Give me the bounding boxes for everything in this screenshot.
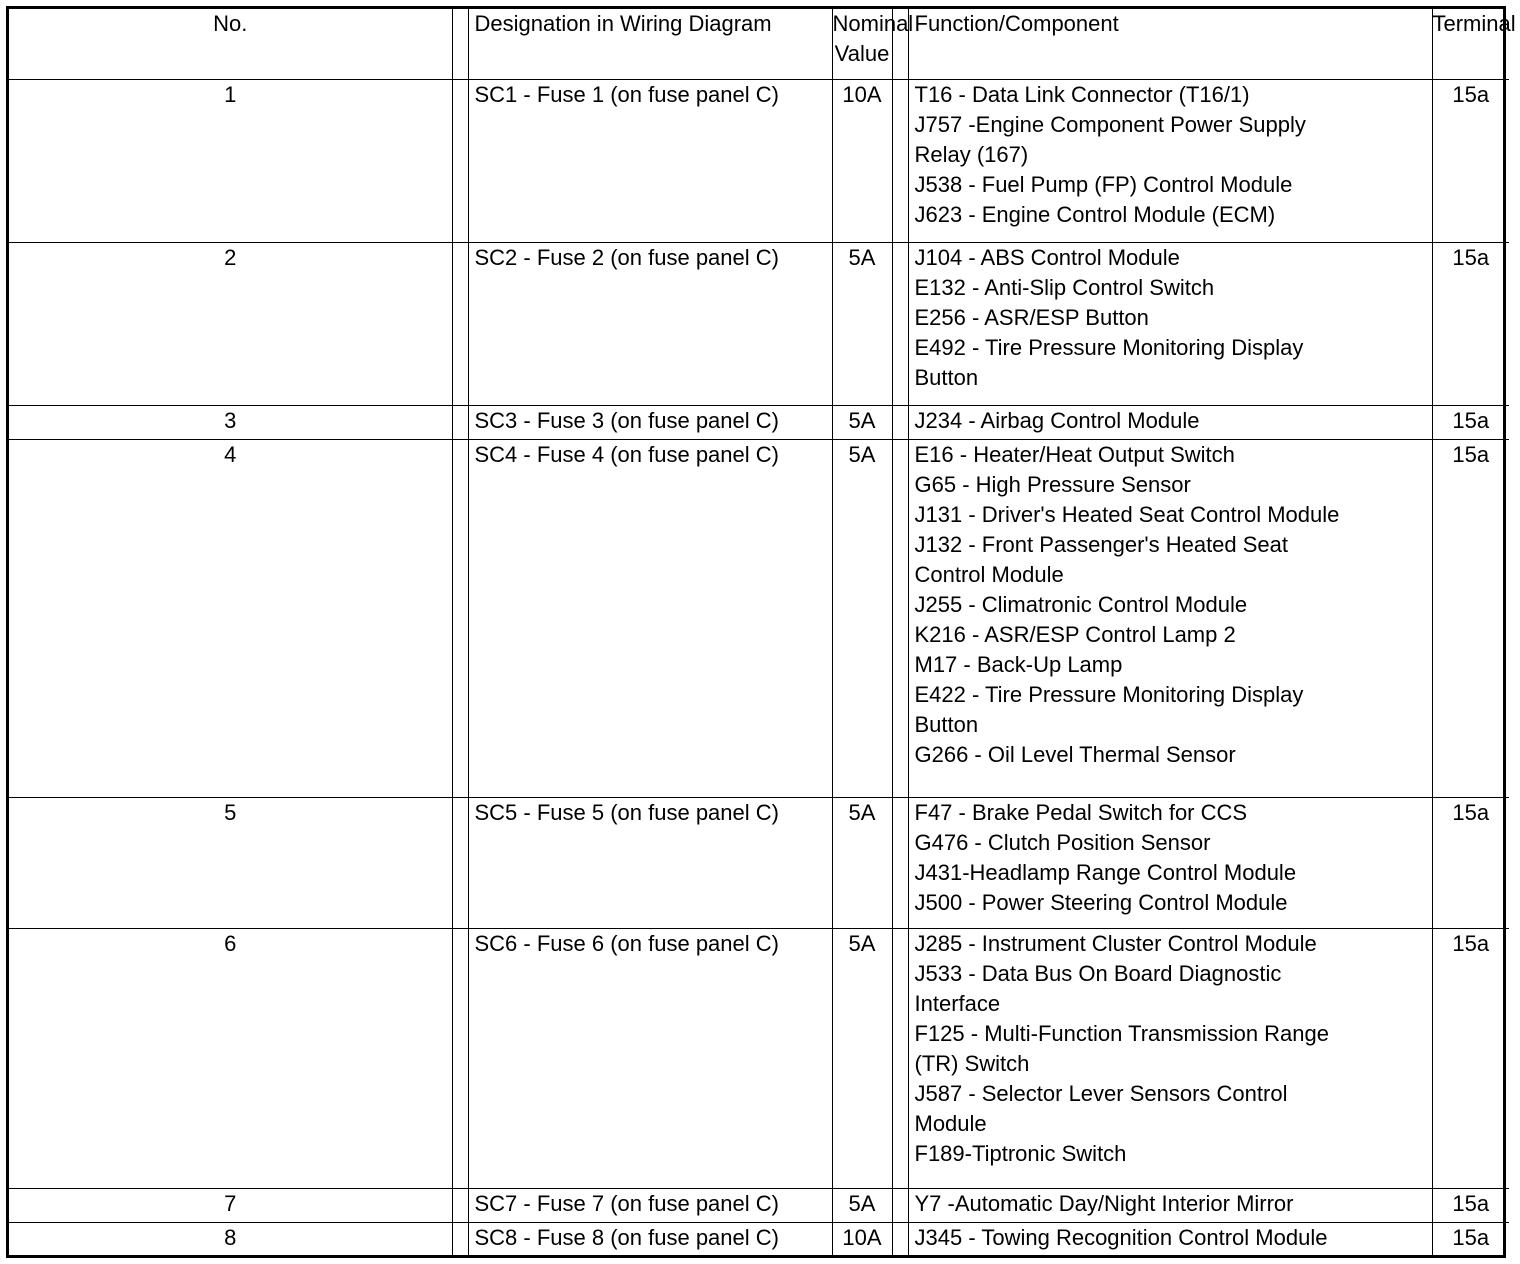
function-line: M17 - Back-Up Lamp bbox=[914, 651, 1123, 677]
fuse-number: 4 bbox=[9, 439, 452, 797]
table-row bbox=[9, 1189, 1509, 1223]
row-spacer bbox=[892, 1189, 908, 1223]
function-line: Y7 -Automatic Day/Night Interior Mirror bbox=[914, 1191, 1294, 1216]
table-row bbox=[9, 243, 1509, 406]
row-spacer bbox=[892, 439, 908, 797]
nominal-value: 10A bbox=[832, 1222, 892, 1255]
function-line: J132 - Front Passenger's Heated Seat bbox=[914, 531, 1289, 557]
nominal-value: 5A bbox=[832, 928, 892, 1189]
row-spacer bbox=[452, 80, 468, 243]
fuse-table bbox=[9, 9, 1516, 1255]
function-component bbox=[908, 1189, 1432, 1223]
function-component bbox=[908, 439, 1432, 797]
function-line: F47 - Brake Pedal Switch for CCS bbox=[914, 799, 1248, 825]
function-line: E256 - ASR/ESP Button bbox=[914, 305, 1149, 331]
table-row bbox=[9, 797, 1509, 928]
function-line: J431-Headlamp Range Control Module bbox=[914, 859, 1297, 885]
function-component bbox=[908, 80, 1432, 243]
row-spacer bbox=[892, 797, 908, 928]
row-spacer bbox=[452, 797, 468, 928]
fuse-number: 6 bbox=[9, 928, 452, 1189]
function-line: E132 - Anti-Slip Control Switch bbox=[914, 275, 1215, 301]
function-line: (TR) Switch bbox=[914, 1050, 1030, 1076]
function-line: E16 - Heater/Heat Output Switch bbox=[914, 441, 1235, 467]
fuse-designation: SC4 - Fuse 4 (on fuse panel C) bbox=[468, 439, 832, 797]
function-line: J757 -Engine Component Power Supply bbox=[914, 112, 1306, 137]
function-line: Module bbox=[914, 1110, 987, 1136]
function-line: G65 - High Pressure Sensor bbox=[914, 471, 1191, 497]
row-spacer bbox=[892, 80, 908, 243]
function-line: J623 - Engine Control Module (ECM) bbox=[914, 202, 1276, 227]
function-line: E422 - Tire Pressure Monitoring Display bbox=[914, 681, 1304, 707]
function-component bbox=[908, 243, 1432, 406]
function-line: F125 - Multi-Function Transmission Range bbox=[914, 1020, 1329, 1046]
fuse-designation: SC3 - Fuse 3 (on fuse panel C) bbox=[468, 406, 832, 440]
row-spacer bbox=[452, 1222, 468, 1255]
function-line: Interface bbox=[914, 990, 1001, 1016]
terminal: 15a bbox=[1432, 1222, 1509, 1255]
nominal-value: 5A bbox=[832, 243, 892, 406]
function-line: K216 - ASR/ESP Control Lamp 2 bbox=[914, 621, 1236, 647]
table-row bbox=[9, 1222, 1509, 1255]
function-line: J234 - Airbag Control Module bbox=[914, 408, 1200, 434]
function-line: G266 - Oil Level Thermal Sensor bbox=[914, 741, 1236, 767]
nominal-value: 5A bbox=[832, 406, 892, 440]
row-spacer bbox=[452, 243, 468, 406]
function-line: J587 - Selector Lever Sensors Control bbox=[914, 1080, 1288, 1106]
function-line: Button bbox=[914, 365, 979, 391]
row-spacer bbox=[892, 406, 908, 440]
terminal: 15a bbox=[1432, 797, 1509, 928]
fuse-number: 2 bbox=[9, 243, 452, 406]
function-line: J131 - Driver's Heated Seat Control Module bbox=[914, 501, 1340, 527]
nominal-value: 5A bbox=[832, 439, 892, 797]
terminal: 15a bbox=[1432, 243, 1509, 406]
function-line: Control Module bbox=[914, 561, 1064, 587]
header-terminal: Terminal bbox=[1432, 9, 1509, 80]
table-row bbox=[9, 406, 1509, 440]
table-row bbox=[9, 439, 1509, 797]
header-spacer bbox=[452, 9, 468, 80]
terminal: 15a bbox=[1432, 80, 1509, 243]
terminal: 15a bbox=[1432, 439, 1509, 797]
row-spacer bbox=[452, 406, 468, 440]
terminal: 15a bbox=[1432, 1189, 1509, 1223]
function-line: J255 - Climatronic Control Module bbox=[914, 591, 1248, 617]
fuse-number: 1 bbox=[9, 80, 452, 243]
function-line: J500 - Power Steering Control Module bbox=[914, 889, 1288, 915]
table-header-row bbox=[9, 9, 1509, 80]
function-line: J345 - Towing Recognition Control Module bbox=[914, 1224, 1328, 1250]
fuse-table-sheet bbox=[6, 6, 1516, 1258]
table-row bbox=[9, 928, 1509, 1189]
function-line: Button bbox=[914, 711, 979, 737]
function-line: J285 - Instrument Cluster Control Module bbox=[914, 930, 1317, 956]
header-function: Function/Component bbox=[908, 9, 1432, 80]
fuse-designation: SC7 - Fuse 7 (on fuse panel C) bbox=[468, 1189, 832, 1223]
function-line: F189-Tiptronic Switch bbox=[914, 1140, 1127, 1166]
row-spacer bbox=[892, 243, 908, 406]
function-line: E492 - Tire Pressure Monitoring Display bbox=[914, 335, 1304, 361]
nominal-value: 5A bbox=[832, 797, 892, 928]
fuse-designation: SC5 - Fuse 5 (on fuse panel C) bbox=[468, 797, 832, 928]
function-component bbox=[908, 406, 1432, 440]
fuse-number: 7 bbox=[9, 1189, 452, 1223]
terminal: 15a bbox=[1432, 928, 1509, 1189]
nominal-value: 5A bbox=[832, 1189, 892, 1223]
header-no: No. bbox=[9, 9, 452, 80]
function-component bbox=[908, 797, 1432, 928]
fuse-designation: SC6 - Fuse 6 (on fuse panel C) bbox=[468, 928, 832, 1189]
fuse-designation: SC1 - Fuse 1 (on fuse panel C) bbox=[468, 80, 832, 243]
row-spacer bbox=[892, 928, 908, 1189]
function-line: J538 - Fuel Pump (FP) Control Module bbox=[914, 172, 1293, 197]
header-nominal-value bbox=[832, 9, 914, 80]
function-line: J104 - ABS Control Module bbox=[914, 245, 1180, 271]
table-row bbox=[9, 80, 1509, 243]
fuse-number: 8 bbox=[9, 1222, 452, 1255]
function-line: G476 - Clutch Position Sensor bbox=[914, 829, 1211, 855]
function-component bbox=[908, 1222, 1432, 1255]
header-nominal-value-line1: Nominal bbox=[832, 11, 914, 36]
function-line: Relay (167) bbox=[914, 142, 1029, 167]
fuse-designation: SC2 - Fuse 2 (on fuse panel C) bbox=[468, 243, 832, 406]
row-spacer bbox=[892, 1222, 908, 1255]
header-nominal-value-line2: Value bbox=[834, 41, 890, 66]
function-component bbox=[908, 928, 1432, 1189]
row-spacer bbox=[452, 928, 468, 1189]
function-line: J533 - Data Bus On Board Diagnostic bbox=[914, 960, 1282, 986]
nominal-value: 10A bbox=[832, 80, 892, 243]
fuse-number: 5 bbox=[9, 797, 452, 928]
terminal: 15a bbox=[1432, 406, 1509, 440]
header-designation: Designation in Wiring Diagram bbox=[468, 9, 832, 80]
row-spacer bbox=[452, 1189, 468, 1223]
fuse-designation: SC8 - Fuse 8 (on fuse panel C) bbox=[468, 1222, 832, 1255]
fuse-number: 3 bbox=[9, 406, 452, 440]
function-line: T16 - Data Link Connector (T16/1) bbox=[914, 82, 1250, 107]
row-spacer bbox=[452, 439, 468, 797]
